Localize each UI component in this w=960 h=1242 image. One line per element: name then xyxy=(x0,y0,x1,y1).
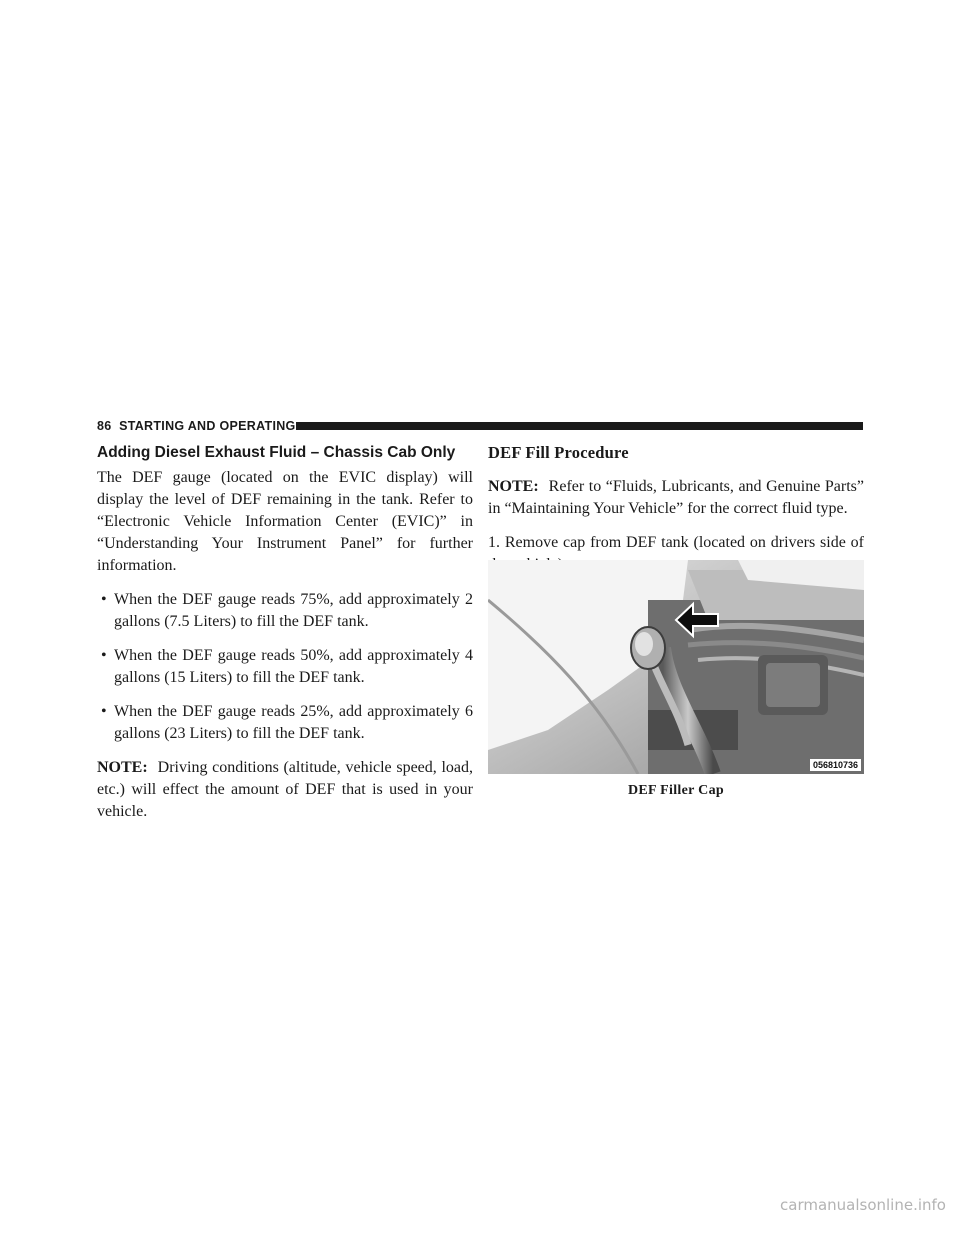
step-1: 1. Remove cap from DEF tank (located on drivers side of xyxy=(488,534,864,551)
note-paragraph xyxy=(97,757,473,823)
def-gauge-list xyxy=(97,589,473,745)
list-item xyxy=(97,701,473,745)
section-title-adding-def: Adding Diesel Exhaust Fluid – Chassis Cab Only xyxy=(97,444,456,461)
intro-paragraph: The DEF gauge (located on the EVIC display) will display the level of DEF remaining in the tank. Refer to “Electronic Vehicle Information Center (EVIC)” in “Understanding Your Instrument Panel” for further information. xyxy=(97,469,473,574)
note-label: NOTE: xyxy=(97,759,148,776)
note-text: Driving conditions (altitude, vehicle speed, load, etc.) will effect the amount of DEF that is used in your vehicle. xyxy=(97,759,473,820)
figure-caption: DEF Filler Cap xyxy=(628,783,724,798)
page-header-text xyxy=(97,419,296,433)
def-filler-cap-photo xyxy=(488,560,864,774)
list-item xyxy=(97,645,473,689)
page-number: 86 xyxy=(97,419,112,433)
note-paragraph xyxy=(488,476,864,520)
section-title-def-fill: DEF Fill Procedure xyxy=(488,443,629,462)
bullet-icon: • xyxy=(101,591,107,608)
note-label: NOTE: xyxy=(488,478,539,495)
page-header xyxy=(97,419,863,433)
list-item-text: When the DEF gauge reads 50%, add approximately 4 gallons (15 Liters) to fill the DEF tank. xyxy=(114,647,473,686)
right-column xyxy=(488,443,864,576)
figure-code: 056810736 xyxy=(810,759,861,771)
bullet-icon: • xyxy=(101,647,107,664)
list-item xyxy=(97,589,473,633)
header-rule xyxy=(296,422,863,430)
list-item-text: When the DEF gauge reads 75%, add approximately 2 gallons (7.5 Liters) to fill the DEF tank. xyxy=(114,591,473,630)
watermark: carmanualsonline.info xyxy=(780,1196,946,1214)
section-name: STARTING AND OPERATING xyxy=(119,419,296,433)
bullet-icon: • xyxy=(101,703,107,720)
left-column xyxy=(97,443,473,823)
note-text: Refer to “Fluids, Lubricants, and Genuine Parts” in “Maintaining Your Vehicle” for the correct fluid type. xyxy=(488,478,864,517)
def-filler-cap-illustration xyxy=(488,560,864,774)
list-item-text: When the DEF gauge reads 25%, add approximately 6 gallons (23 Liters) to fill the DEF tank. xyxy=(114,703,473,742)
